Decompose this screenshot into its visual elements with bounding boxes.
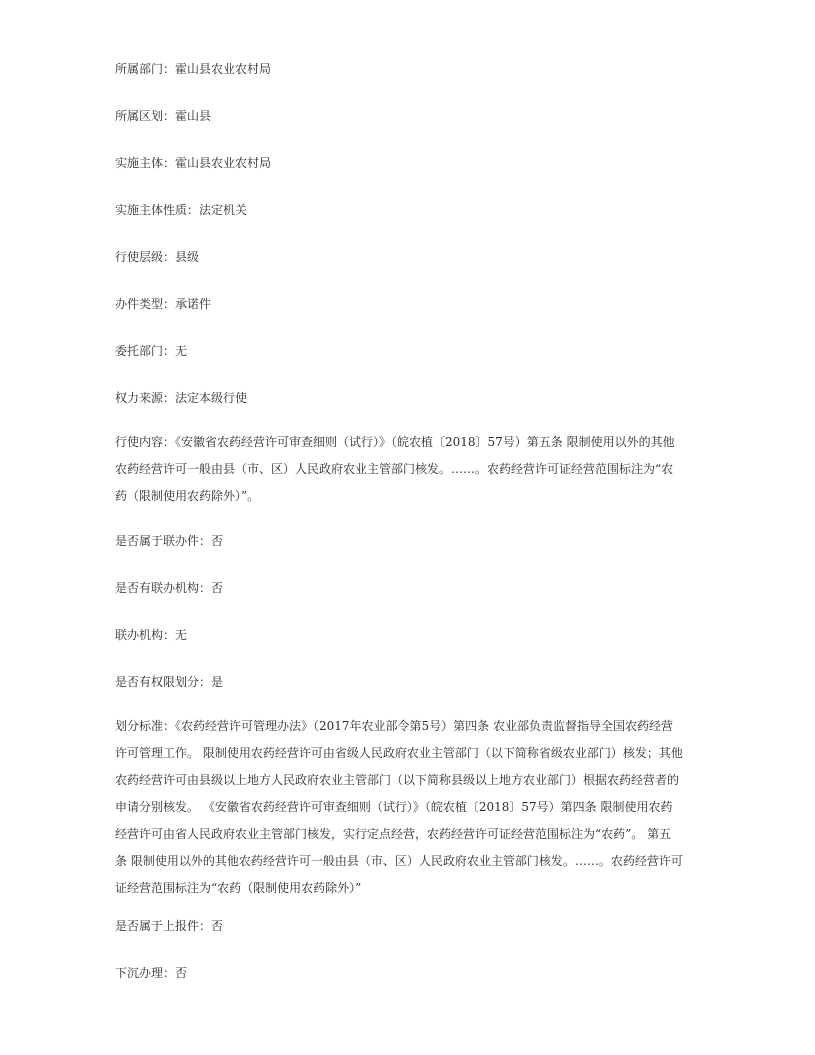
content-line: 药（限制使用农药除外）”。 — [115, 489, 260, 503]
field-has-division: 是否有权限划分：是 — [115, 675, 224, 689]
content-line: 农药经营许可一般由县（市、区）人民政府农业主管部门核发。……。农药经营许可证经营范围标注为“农 — [115, 462, 674, 476]
field-subject: 实施主体：霍山县农业农村局 — [115, 156, 272, 170]
division-line: 条 限制使用以外的其他农药经营许可一般由县（市、区）人民政府农业主管部门核发。……。农药经营许可 — [115, 854, 683, 868]
field-is-joint: 是否属于联办件：否 — [115, 534, 224, 548]
field-joint-org: 联办机构：无 — [115, 628, 188, 642]
division-paragraph — [115, 713, 697, 902]
division-line: 划分标准：《农药经营许可管理办法》（2017年农业部令第5号）第四条 农业部负责监督指导全国农药经营 — [115, 719, 673, 733]
field-subject-nature: 实施主体性质：法定机关 — [115, 203, 248, 217]
division-line: 农药经营许可由县级以上地方人民政府农业主管部门（以下简称县级以上地方农业部门）根据农药经营者的 — [115, 773, 680, 787]
field-is-report-up: 是否属于上报件：否 — [115, 919, 224, 933]
division-line: 经营许可由省人民政府农业主管部门核发，实行定点经营，农药经营许可证经营范围标注为“农药”。 第五 — [115, 827, 672, 841]
field-region: 所属区划：霍山县 — [115, 109, 212, 123]
division-line: 申请分别核发。 《安徽省农药经营许可审查细则（试行）》（皖农植〔2018〕57号）第四条 限制使用农药 — [115, 800, 673, 814]
field-power-source: 权力来源：法定本级行使 — [115, 391, 248, 405]
division-line: 证经营范围标注为“农药（限制使用农药除外）” — [115, 881, 362, 895]
content-paragraph — [115, 429, 697, 510]
content-line: 行使内容：《安徽省农药经营许可审查细则（试行）》（皖农植〔2018〕57号）第五条 限制使用以外的其他 — [115, 435, 675, 449]
field-department: 所属部门：霍山县农业农村局 — [115, 62, 272, 76]
field-entrusted-dept: 委托部门：无 — [115, 344, 188, 358]
field-has-joint-org: 是否有联办机构：否 — [115, 581, 224, 595]
division-line: 许可管理工作。 限制使用农药经营许可由省级人民政府农业主管部门（以下简称省级农业部门）核发；其他 — [115, 746, 683, 760]
field-handling-type: 办件类型：承诺件 — [115, 297, 212, 311]
field-level: 行使层级：县级 — [115, 250, 200, 264]
field-sink-down: 下沉办理：否 — [115, 966, 188, 980]
